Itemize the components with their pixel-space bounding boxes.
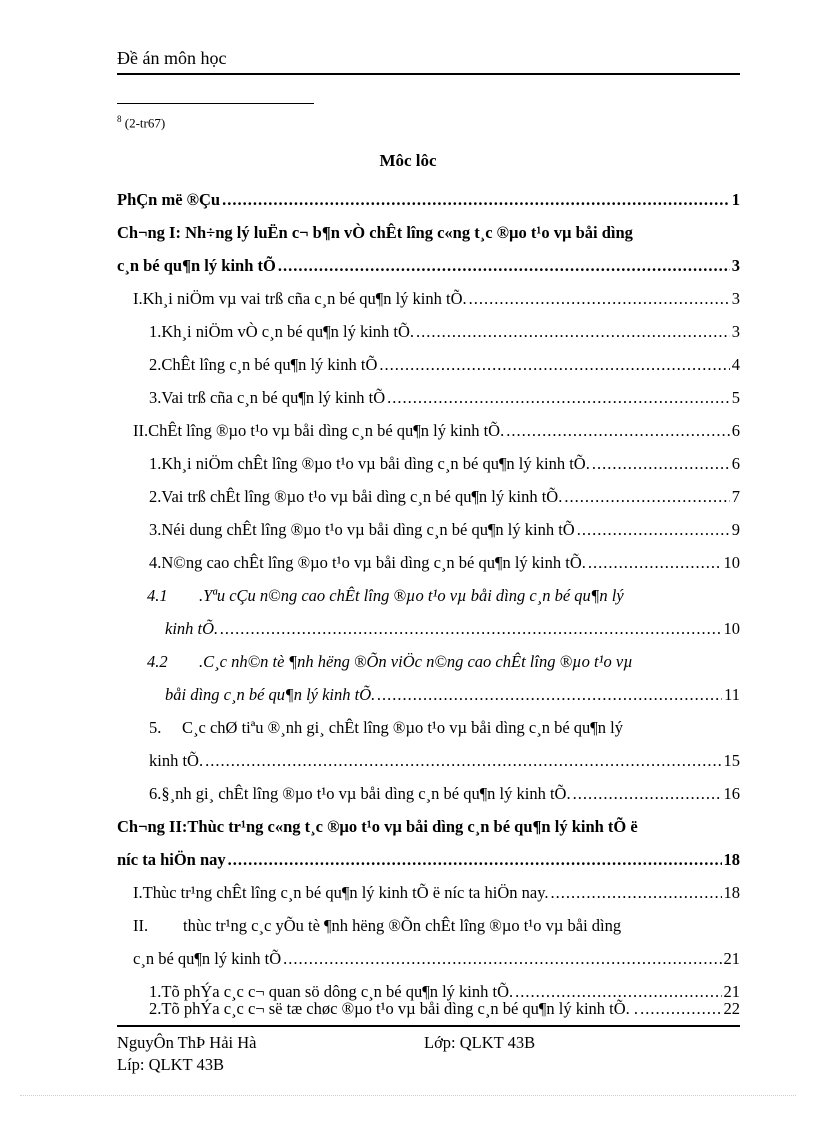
- toc-entry[interactable]: [117, 256, 740, 278]
- toc-entry-number: II.: [133, 916, 149, 935]
- toc-entry-text: Tõ phÝa c¸c c¬ së tæ chøc ®µo t¹o vµ båi dìng c¸n bé qu¶n lý kinh tÕ. .: [161, 999, 639, 1018]
- toc-entry[interactable]: [149, 718, 740, 740]
- toc-leader: [283, 949, 721, 969]
- toc-entry-number: 3.: [149, 520, 162, 539]
- toc-entry-text: N©ng cao chÊt lîng ®µo t¹o vµ båi dìng c¸n bé qu¶n lý kinh tÕ.: [161, 553, 586, 572]
- toc-leader: [205, 751, 721, 771]
- toc-entry[interactable]: [133, 949, 740, 971]
- toc-leader: [588, 553, 722, 573]
- toc-entry-page: 3: [731, 322, 740, 341]
- footer-author: NguyÔn ThÞ Hải Hà: [117, 1033, 257, 1052]
- toc-entry-page: 6: [731, 421, 740, 440]
- toc-entry-number: 6.: [149, 784, 162, 803]
- toc-entry-text: C¸c chØ tiªu ®¸nh gi¸ chÊt lîng ®µo t¹o vµ båi dìng c¸n bé qu¶n lý: [182, 718, 623, 737]
- toc-entry-text: c¸n bé qu¶n lý kinh tÕ: [117, 256, 276, 275]
- toc-entry[interactable]: [117, 817, 740, 839]
- toc-entry-number: I.: [133, 883, 143, 902]
- toc-entry-text: kinh tÕ.: [165, 619, 219, 638]
- toc-entry-text: Kh¸i niÖm chÊt lîng ®µo t¹o vµ båi dìng c¸n bé qu¶n lý kinh tÕ.: [161, 454, 590, 473]
- toc-entry-text: ChÊt lîng c¸n bé qu¶n lý kinh tÕ: [161, 355, 378, 374]
- toc-leader: [220, 619, 721, 639]
- toc-entry-text: Vai trß chÊt lîng ®µo t¹o vµ båi dìng c¸n bé qu¶n lý kinh tÕ.: [161, 487, 563, 506]
- toc-entry[interactable]: [117, 223, 740, 245]
- page-edge-divider: [20, 1095, 796, 1096]
- toc-entry-text: båi dìng c¸n bé qu¶n lý kinh tÕ.: [165, 685, 376, 704]
- toc-entry-text: .C¸c nh©n tè ¶nh hëng ®Õn viÖc n©ng cao chÊt lîng ®µo t¹o vµ: [199, 652, 633, 671]
- toc-entry-text: Tõ phÝa c¸c c¬ quan sö dông c¸n bé qu¶n lý kinh tÕ.: [161, 982, 514, 1001]
- toc-entry[interactable]: [149, 784, 740, 806]
- toc-entry-page: 7: [731, 487, 740, 506]
- toc-leader: [222, 190, 730, 210]
- toc-title: Môc lôc: [379, 151, 437, 170]
- toc-entry-page: 11: [724, 685, 740, 704]
- toc-entry-text: Vai trß cña c¸n bé qu¶n lý kinh tÕ: [161, 388, 386, 407]
- toc-entry[interactable]: [149, 751, 740, 773]
- toc-entry[interactable]: [149, 355, 740, 377]
- toc-leader: [577, 520, 730, 540]
- toc-entry-number: 4.: [149, 553, 162, 572]
- toc-entry-text: Thùc tr¹ng chÊt lîng c¸n bé qu¶n lý kinh tÕ ë níc ta hiÖn nay.: [142, 883, 549, 902]
- footnote-mark: 8: [117, 114, 122, 124]
- toc-entry-text: §¸nh gi¸ chÊt lîng ®µo t¹o vµ båi dìng c¸n bé qu¶n lý kinh tÕ.: [161, 784, 571, 803]
- toc-entry-page: 16: [723, 784, 740, 803]
- toc-entry-number: 1.: [149, 322, 162, 341]
- toc-entry[interactable]: [117, 850, 740, 872]
- toc-entry-number: I.: [133, 289, 143, 308]
- toc-entry-page: 9: [731, 520, 740, 539]
- toc-entry-page: 5: [731, 388, 740, 407]
- toc-entry[interactable]: [149, 454, 740, 476]
- toc-leader: [416, 322, 730, 342]
- toc-entry[interactable]: [147, 586, 740, 608]
- toc-entry-text: Kh¸i niÖm vµ vai trß cña c¸n bé qu¶n lý kinh tÕ.: [142, 289, 467, 308]
- header-rule: [117, 73, 740, 75]
- toc-leader: [573, 784, 722, 804]
- toc-entry-text: níc ta hiÖn nay: [117, 850, 226, 869]
- footer-class-left: Líp: QLKT 43B: [117, 1055, 224, 1074]
- toc-entry-text: PhÇn më ®Çu: [117, 190, 221, 209]
- toc-leader: [564, 487, 729, 507]
- toc-entry-number: 2.: [149, 487, 162, 506]
- toc-entry[interactable]: [133, 289, 740, 311]
- toc-entry-number: II.: [133, 421, 149, 440]
- toc-entry-number: 2.: [149, 355, 162, 374]
- toc-entry-page: 3: [731, 289, 740, 308]
- footnote: [117, 114, 165, 131]
- toc-entry-page: 18: [723, 850, 740, 869]
- toc-entry-page: 10: [723, 619, 740, 638]
- toc-entry[interactable]: [149, 999, 740, 1021]
- footer-rule: [117, 1025, 740, 1027]
- toc-entry[interactable]: [149, 322, 740, 344]
- toc-leader: [228, 850, 722, 870]
- toc-entry-number: 1.: [149, 454, 162, 473]
- footer-class-right: Lớp: QLKT 43B: [424, 1033, 536, 1052]
- toc-entry[interactable]: [149, 520, 740, 542]
- toc-entry-number: 4.1: [147, 586, 168, 605]
- toc-entry[interactable]: [133, 916, 740, 938]
- toc-leader: [551, 883, 722, 903]
- toc-entry-page: 6: [731, 454, 740, 473]
- toc-entry-page: 21: [723, 982, 740, 1001]
- footnote-rule: [117, 103, 314, 104]
- toc-entry[interactable]: [165, 619, 740, 641]
- toc-leader: [640, 999, 721, 1019]
- toc-leader: [387, 388, 730, 408]
- toc-entry[interactable]: [149, 553, 740, 575]
- toc-entry[interactable]: [133, 421, 740, 443]
- toc-entry-page: 1: [731, 190, 740, 209]
- toc-entry[interactable]: [165, 685, 740, 707]
- toc-entry[interactable]: [147, 652, 740, 674]
- toc-entry-text: .Yªu cÇu n©ng cao chÊt lîng ®µo t¹o vµ båi dìng c¸n bé qu¶n lý: [199, 586, 624, 605]
- toc-entry-text: ChÊt lîng ®µo t¹o vµ båi dìng c¸n bé qu¶n lý kinh tÕ.: [148, 421, 505, 440]
- toc-leader: [377, 685, 722, 705]
- toc-entry-text: Ch¬ng I: Nh÷ng lý luËn c¬ b¶n vÒ chÊt lîng c«ng t¸c ®µo t¹o vµ båi dìng: [117, 223, 633, 242]
- toc-leader: [379, 355, 729, 375]
- toc-entry-page: 4: [731, 355, 740, 374]
- toc-entry[interactable]: [133, 883, 740, 905]
- toc-entry-number: 2.: [149, 999, 162, 1018]
- toc-leader: [506, 421, 730, 441]
- toc-entry-number: 5.: [149, 718, 162, 737]
- toc-entry-page: 21: [723, 949, 740, 968]
- toc-entry[interactable]: [117, 190, 740, 212]
- toc-entry-number: 4.2: [147, 652, 168, 671]
- toc-leader: [592, 454, 730, 474]
- toc-entry[interactable]: [149, 487, 740, 509]
- toc-entry-text: c¸n bé qu¶n lý kinh tÕ: [133, 949, 282, 968]
- toc-entry-text: thùc tr¹ng c¸c yÕu tè ¶nh hëng ®Õn chÊt lîng ®µo t¹o vµ båi dìng: [183, 916, 622, 935]
- toc-entry-number: 3.: [149, 388, 162, 407]
- toc-entry-text: Néi dung chÊt lîng ®µo t¹o vµ båi dìng c¸n bé qu¶n lý kinh tÕ: [161, 520, 575, 539]
- toc-entry-page: 15: [723, 751, 740, 770]
- toc-entry-page: 10: [723, 553, 740, 572]
- toc-entry-page: 22: [723, 999, 740, 1018]
- toc-entry-number: 1.: [149, 982, 162, 1001]
- toc-entry-text: kinh tÕ.: [149, 751, 204, 770]
- toc-entry-text: Kh¸i niÖm vÒ c¸n bé qu¶n lý kinh tÕ.: [161, 322, 415, 341]
- toc-entry-page: 3: [731, 256, 740, 275]
- page-header-title: Đề án môn học: [117, 48, 227, 68]
- toc-leader: [278, 256, 730, 276]
- toc-leader: [469, 289, 730, 309]
- footnote-text: (2-tr67): [121, 115, 166, 131]
- toc-entry-text: Ch¬ng II:Thùc tr¹ng c«ng t¸c ®µo t¹o vµ båi dìng c¸n bé qu¶n lý kinh tÕ ë: [117, 817, 638, 836]
- toc-entry[interactable]: [149, 388, 740, 410]
- toc-entry-page: 18: [723, 883, 740, 902]
